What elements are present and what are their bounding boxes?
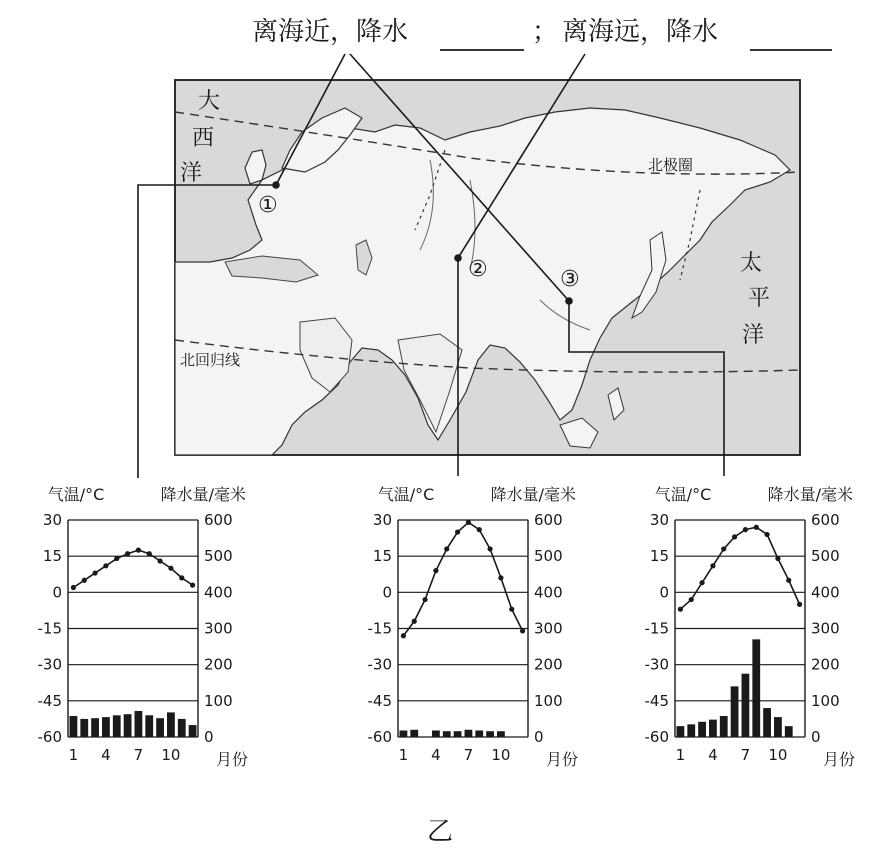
temperature-point [179, 575, 184, 580]
temp-tick-label: 15 [372, 547, 392, 566]
header [252, 17, 832, 50]
precipitation-bar [486, 731, 494, 737]
month-tick-label: 1 [68, 746, 79, 764]
precipitation-bar [677, 726, 685, 737]
temperature-point [764, 532, 769, 537]
precipitation-bar [410, 730, 418, 737]
temp-tick-label: 0 [52, 583, 62, 602]
precip-tick-label: 0 [811, 728, 821, 746]
temperature-line [680, 527, 799, 609]
temperature-point [455, 529, 460, 534]
atlantic-label-1: 大 [198, 89, 221, 114]
precipitation-bar [178, 719, 186, 737]
month-tick-label: 1 [398, 746, 409, 764]
precip-tick-label: 200 [204, 655, 233, 674]
month-tick-label: 7 [133, 746, 144, 764]
temp-tick-label: 30 [42, 511, 62, 529]
precipitation-axis-title: 降水量/毫米 [160, 485, 246, 504]
temp-tick-label: -45 [37, 691, 62, 710]
temperature-point [168, 566, 173, 571]
temperature-point [477, 527, 482, 532]
precipitation-bar [443, 731, 451, 737]
atlantic-label-2: 西 [192, 126, 215, 151]
tropic-cancer-label: 北回归线 [180, 351, 241, 369]
temperature-point [754, 525, 759, 530]
precipitation-bar [720, 716, 728, 737]
temperature-point [422, 597, 427, 602]
precipitation-bar [189, 725, 197, 737]
temperature-point [786, 578, 791, 583]
temperature-point [157, 558, 162, 563]
precip-tick-label: 100 [534, 691, 563, 710]
precipitation-bar [731, 686, 739, 737]
month-tick-label: 10 [161, 746, 181, 764]
temperature-point [498, 575, 503, 580]
temperature-axis-title: 气温/°C [654, 485, 712, 504]
month-tick-label: 4 [431, 746, 441, 764]
precipitation-bar [785, 726, 793, 737]
temperature-point [412, 619, 417, 624]
precipitation-bar [475, 730, 483, 737]
temp-tick-label: -15 [367, 619, 392, 638]
month-axis-title: 月份 [545, 750, 579, 769]
precipitation-bar [454, 731, 462, 737]
precipitation-bar [70, 716, 78, 737]
month-tick-label: 7 [463, 746, 474, 764]
precip-tick-label: 0 [534, 728, 544, 746]
precipitation-bar [742, 674, 750, 737]
temperature-point [71, 585, 76, 590]
month-tick-label: 10 [491, 746, 511, 764]
precip-tick-label: 600 [204, 511, 233, 529]
precip-tick-label: 400 [204, 583, 233, 602]
header-separator: ； [532, 17, 559, 47]
temp-tick-label: -15 [37, 619, 62, 638]
precipitation-bar [709, 720, 717, 737]
precipitation-bar [497, 731, 505, 737]
temp-tick-label: 0 [382, 583, 392, 602]
precipitation-bar [145, 715, 153, 737]
temperature-point [136, 548, 141, 553]
temperature-axis-title: 气温/°C [377, 485, 435, 504]
climate-chart-3 [645, 485, 856, 769]
station-2-label: ② [468, 257, 488, 282]
precip-tick-label: 400 [534, 583, 563, 602]
precip-tick-label: 200 [811, 655, 840, 674]
temp-tick-label: 30 [372, 511, 392, 529]
precip-tick-label: 500 [204, 547, 233, 566]
precipitation-bar [167, 712, 175, 737]
temp-tick-label: -45 [644, 691, 669, 710]
month-tick-label: 4 [101, 746, 111, 764]
temp-tick-label: -30 [367, 655, 392, 674]
precipitation-bar [80, 719, 88, 737]
precipitation-bar [400, 730, 408, 737]
precipitation-bar [465, 730, 473, 737]
pacific-label-1: 太 [740, 251, 763, 276]
precipitation-bar [763, 708, 771, 737]
temperature-point [678, 607, 683, 612]
temperature-point [699, 580, 704, 585]
temperature-point [743, 527, 748, 532]
temperature-point [710, 563, 715, 568]
month-tick-label: 10 [768, 746, 788, 764]
temp-tick-label: 15 [649, 547, 669, 566]
temp-tick-label: -45 [367, 691, 392, 710]
precip-tick-label: 0 [204, 728, 214, 746]
temperature-point [433, 568, 438, 573]
temperature-axis-title: 气温/°C [47, 485, 105, 504]
temp-tick-label: -30 [644, 655, 669, 674]
temperature-point [732, 534, 737, 539]
station-1-label: ① [258, 193, 278, 218]
temperature-point [444, 546, 449, 551]
precipitation-bar [113, 715, 121, 737]
temperature-point [797, 602, 802, 607]
temperature-point [487, 546, 492, 551]
temperature-point [114, 556, 119, 561]
month-axis-title: 月份 [822, 750, 856, 769]
precip-tick-label: 200 [534, 655, 563, 674]
precip-tick-label: 100 [811, 691, 840, 710]
precipitation-bar [91, 718, 99, 737]
temp-tick-label: -60 [37, 728, 62, 746]
precip-tick-label: 300 [811, 619, 840, 638]
climate-chart-2 [368, 485, 579, 769]
temperature-point [721, 546, 726, 551]
precipitation-bar [156, 718, 164, 737]
precipitation-bar [432, 730, 440, 737]
precip-tick-label: 400 [811, 583, 840, 602]
temp-tick-label: 15 [42, 547, 62, 566]
temp-tick-label: -15 [644, 619, 669, 638]
precipitation-bar [752, 639, 760, 737]
precipitation-axis-title: 降水量/毫米 [490, 485, 576, 504]
arctic-circle-label: 北极圈 [648, 156, 694, 174]
eurasia-map [175, 80, 800, 455]
precipitation-bar [102, 717, 110, 737]
temperature-point [520, 628, 525, 633]
precip-tick-label: 500 [811, 547, 840, 566]
station-3-label: ③ [560, 267, 580, 292]
temp-tick-label: -30 [37, 655, 62, 674]
temperature-line [403, 522, 522, 635]
precipitation-bar [698, 722, 706, 737]
temperature-point [125, 551, 130, 556]
temp-tick-label: -60 [367, 728, 392, 746]
pacific-label-2: 平 [748, 286, 771, 311]
temp-tick-label: 30 [649, 511, 669, 529]
temperature-point [103, 563, 108, 568]
temperature-point [92, 570, 97, 575]
precip-tick-label: 600 [534, 511, 563, 529]
temperature-point [466, 520, 471, 525]
climate-charts [38, 485, 856, 769]
precip-tick-label: 500 [534, 547, 563, 566]
precip-tick-label: 100 [204, 691, 233, 710]
precip-tick-label: 300 [204, 619, 233, 638]
atlantic-label-3: 洋 [180, 161, 203, 186]
month-tick-label: 7 [740, 746, 751, 764]
precipitation-axis-title: 降水量/毫米 [767, 485, 853, 504]
temperature-point [190, 583, 195, 588]
precip-tick-label: 300 [534, 619, 563, 638]
temperature-point [689, 597, 694, 602]
header-part-b: 离海远，降水 [562, 17, 719, 47]
precipitation-bar [124, 714, 132, 737]
month-axis-title: 月份 [215, 750, 249, 769]
precip-tick-label: 600 [811, 511, 840, 529]
header-part-a: 离海近，降水 [252, 17, 409, 47]
temperature-point [509, 607, 514, 612]
figure-label: 乙 [426, 817, 454, 847]
precipitation-bar [687, 724, 695, 737]
temperature-point [82, 578, 87, 583]
temperature-point [401, 633, 406, 638]
temperature-point [775, 556, 780, 561]
month-tick-label: 4 [708, 746, 718, 764]
climate-chart-1 [38, 485, 249, 769]
precipitation-bar [774, 717, 782, 737]
temperature-point [147, 551, 152, 556]
temp-tick-label: 0 [659, 583, 669, 602]
pacific-label-3: 洋 [742, 323, 765, 348]
precipitation-bar [135, 711, 143, 737]
temp-tick-label: -60 [644, 728, 669, 746]
month-tick-label: 1 [675, 746, 686, 764]
